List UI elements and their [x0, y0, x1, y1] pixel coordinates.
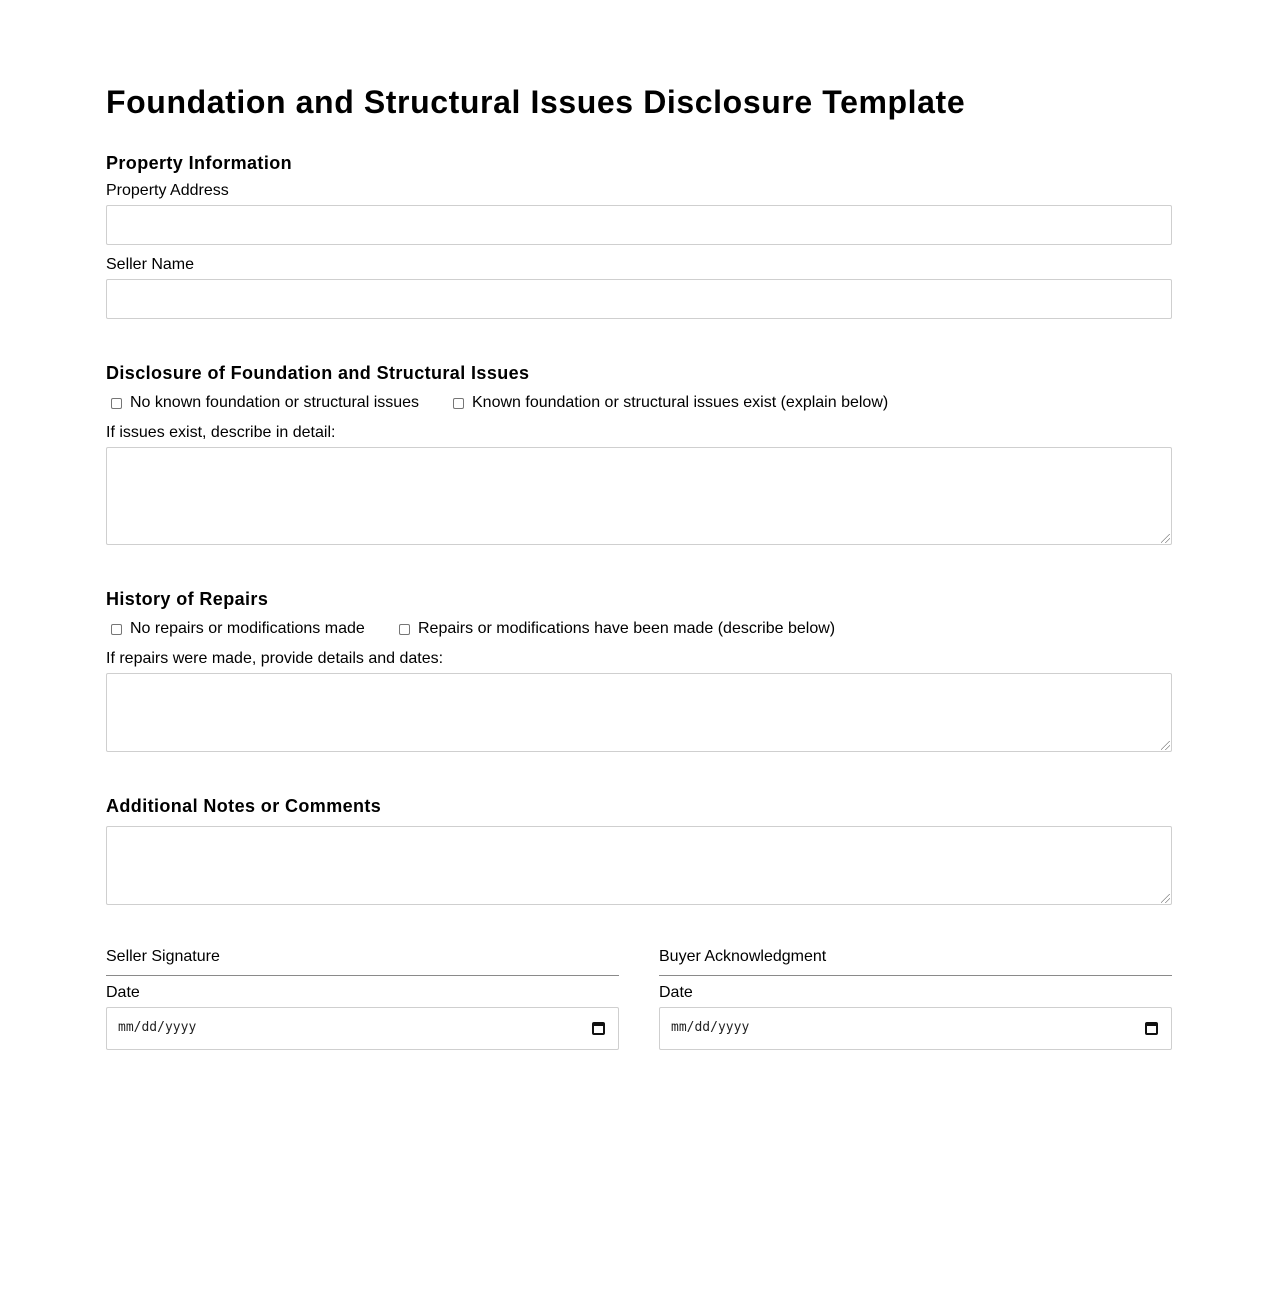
no-repairs-checkbox[interactable] — [111, 624, 122, 635]
buyer-signature-line[interactable] — [659, 975, 1172, 976]
property-address-input[interactable] — [106, 205, 1172, 245]
section-heading-property-info: Property Information — [106, 153, 293, 173]
buyer-acknowledgment-label: Buyer Acknowledgment — [659, 948, 827, 965]
disclosure-options — [106, 394, 1006, 414]
issues-details-textarea[interactable] — [106, 447, 1172, 545]
known-issues-checkbox[interactable] — [453, 398, 464, 409]
buyer-date-input[interactable] — [659, 1007, 1172, 1050]
seller-name-label: Seller Name — [106, 256, 195, 273]
section-heading-repairs: History of Repairs — [106, 589, 269, 609]
known-issues-label[interactable]: Known foundation or structural issues exist (explain below) — [472, 394, 889, 411]
buyer-date-placeholder: mm/dd/yyyy — [671, 1020, 750, 1035]
seller-date-label: Date — [106, 984, 140, 1001]
resize-handle-icon[interactable] — [1161, 534, 1170, 543]
page-title: Foundation and Structural Issues Disclosure Template — [106, 84, 966, 120]
calendar-icon[interactable] — [592, 1022, 605, 1035]
section-heading-disclosure: Disclosure of Foundation and Structural Issues — [106, 363, 530, 383]
seller-name-input[interactable] — [106, 279, 1172, 319]
section-heading-notes: Additional Notes or Comments — [106, 796, 382, 816]
seller-signature-line[interactable] — [106, 975, 619, 976]
buyer-date-label: Date — [659, 984, 693, 1001]
notes-textarea[interactable] — [106, 826, 1172, 905]
calendar-icon[interactable] — [1145, 1022, 1158, 1035]
resize-handle-icon[interactable] — [1161, 741, 1170, 750]
no-known-issues-label[interactable]: No known foundation or structural issues — [130, 394, 420, 411]
repairs-made-checkbox[interactable] — [399, 624, 410, 635]
seller-signature-label: Seller Signature — [106, 948, 220, 965]
repairs-details-textarea[interactable] — [106, 673, 1172, 752]
resize-handle-icon[interactable] — [1161, 894, 1170, 903]
issues-details-label: If issues exist, describe in detail: — [106, 424, 336, 441]
repairs-options — [106, 620, 1006, 640]
property-address-label: Property Address — [106, 182, 229, 199]
seller-date-placeholder: mm/dd/yyyy — [118, 1020, 197, 1035]
repairs-made-label[interactable]: Repairs or modifications have been made (describe below) — [418, 620, 836, 637]
no-known-issues-checkbox[interactable] — [111, 398, 122, 409]
repairs-details-label: If repairs were made, provide details and dates: — [106, 650, 444, 667]
no-repairs-label[interactable]: No repairs or modifications made — [130, 620, 365, 637]
seller-date-input[interactable] — [106, 1007, 619, 1050]
